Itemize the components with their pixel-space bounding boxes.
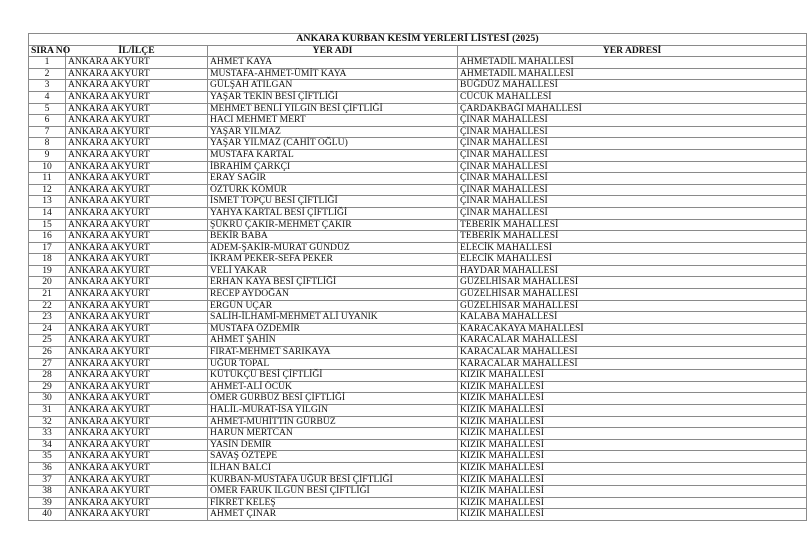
address-cell: KIZIK MAHALLESİ (458, 451, 807, 463)
place-name-cell: İSMET TOPÇU BESİ ÇİFTLİĞİ (208, 196, 458, 208)
place-name-cell: GÜLŞAH ATILGAN (208, 80, 458, 92)
row-number-cell: 36 (29, 462, 66, 474)
row-number-cell: 8 (29, 138, 66, 150)
table-row (29, 207, 807, 219)
place-name-cell: BEKİR BABA (208, 231, 458, 243)
province-cell: ANKARA AKYURT (66, 80, 208, 92)
address-cell: KIZIK MAHALLESİ (458, 474, 807, 486)
table-row (29, 161, 807, 173)
address-cell: KARACALAR MAHALLESİ (458, 335, 807, 347)
table-row (29, 231, 807, 243)
table-row (29, 462, 807, 474)
address-cell: KIZIK MAHALLESİ (458, 370, 807, 382)
province-cell: ANKARA AKYURT (66, 300, 208, 312)
document-title: ANKARA KURBAN KESİM YERLERİ LİSTESİ (2025) (29, 34, 807, 46)
province-cell: ANKARA AKYURT (66, 173, 208, 185)
place-name-cell: İLHAN BALCI (208, 462, 458, 474)
province-cell: ANKARA AKYURT (66, 428, 208, 440)
row-number-cell: 20 (29, 277, 66, 289)
table-row (29, 486, 807, 498)
address-cell: KALABA MAHALLESİ (458, 312, 807, 324)
address-cell: GÜZELHİSAR MAHALLESİ (458, 277, 807, 289)
table-row (29, 451, 807, 463)
row-number-cell: 6 (29, 115, 66, 127)
address-cell: KIZIK MAHALLESİ (458, 486, 807, 498)
row-number-cell: 38 (29, 486, 66, 498)
row-number-cell: 34 (29, 439, 66, 451)
row-number-cell: 29 (29, 381, 66, 393)
table-row (29, 103, 807, 115)
address-cell: ELECİK MAHALLESİ (458, 254, 807, 266)
place-name-cell: HARUN MERTCAN (208, 428, 458, 440)
address-cell: AHMETADİL MAHALLESİ (458, 57, 807, 69)
slaughter-locations-table (28, 33, 807, 521)
table-row (29, 115, 807, 127)
row-number-cell: 39 (29, 497, 66, 509)
row-number-cell: 5 (29, 103, 66, 115)
place-name-cell: YAHYA KARTAL BESİ ÇİFTLİĞİ (208, 207, 458, 219)
province-cell: ANKARA AKYURT (66, 103, 208, 115)
province-cell: ANKARA AKYURT (66, 347, 208, 359)
place-name-cell: ERHAN KAYA BESİ ÇİFTLİĞİ (208, 277, 458, 289)
address-cell: BÜĞDÜZ MAHALLESİ (458, 80, 807, 92)
province-cell: ANKARA AKYURT (66, 451, 208, 463)
table-row (29, 91, 807, 103)
row-number-cell: 40 (29, 509, 66, 521)
place-name-cell: AHMET ÇINAR (208, 509, 458, 521)
table-row (29, 80, 807, 92)
address-cell: CÜCÜK MAHALLESİ (458, 91, 807, 103)
address-cell: AHMETADİL MAHALLESİ (458, 68, 807, 80)
province-cell: ANKARA AKYURT (66, 312, 208, 324)
address-cell: ÇARDAKBAĞI MAHALLESİ (458, 103, 807, 115)
row-number-cell: 13 (29, 196, 66, 208)
table-row (29, 138, 807, 150)
place-name-cell: ŞÜKRÜ ÇAKIR-MEHMET ÇAKIR (208, 219, 458, 231)
province-cell: ANKARA AKYURT (66, 57, 208, 69)
place-name-cell: SALİH-İLHAMİ-MEHMET ALİ UYANIK (208, 312, 458, 324)
place-name-cell: HACI MEHMET MERT (208, 115, 458, 127)
address-cell: ÇINAR MAHALLESİ (458, 126, 807, 138)
row-number-cell: 32 (29, 416, 66, 428)
province-cell: ANKARA AKYURT (66, 68, 208, 80)
row-number-cell: 23 (29, 312, 66, 324)
province-cell: ANKARA AKYURT (66, 486, 208, 498)
table-row (29, 196, 807, 208)
province-cell: ANKARA AKYURT (66, 358, 208, 370)
table-row (29, 254, 807, 266)
place-name-cell: FIRAT-MEHMET SARIKAYA (208, 347, 458, 359)
column-header-place-name: YER ADI (208, 45, 458, 57)
province-cell: ANKARA AKYURT (66, 497, 208, 509)
place-name-cell: UĞUR TOPAL (208, 358, 458, 370)
column-header-address: YER ADRESİ (458, 45, 807, 57)
table-row (29, 323, 807, 335)
address-cell: ÇINAR MAHALLESİ (458, 149, 807, 161)
row-number-cell: 9 (29, 149, 66, 161)
province-cell: ANKARA AKYURT (66, 277, 208, 289)
address-cell: ÇINAR MAHALLESİ (458, 207, 807, 219)
province-cell: ANKARA AKYURT (66, 91, 208, 103)
province-cell: ANKARA AKYURT (66, 161, 208, 173)
province-cell: ANKARA AKYURT (66, 381, 208, 393)
table-row (29, 312, 807, 324)
place-name-cell: YAŞAR YILMAZ (CAHİT OĞLU) (208, 138, 458, 150)
place-name-cell: İKRAM PEKER-SEFA PEKER (208, 254, 458, 266)
column-header-province: İL/İLÇE (66, 45, 208, 57)
table-row (29, 439, 807, 451)
province-cell: ANKARA AKYURT (66, 149, 208, 161)
address-cell: ÇINAR MAHALLESİ (458, 161, 807, 173)
row-number-cell: 14 (29, 207, 66, 219)
table-row (29, 184, 807, 196)
address-cell: ELECİK MAHALLESİ (458, 242, 807, 254)
table-row (29, 393, 807, 405)
place-name-cell: MEHMET BENLİ YILGIN BESİ ÇİFTLİĞİ (208, 103, 458, 115)
table-row (29, 347, 807, 359)
province-cell: ANKARA AKYURT (66, 405, 208, 417)
address-cell: HAYDAR MAHALLESİ (458, 265, 807, 277)
place-name-cell: AHMET KAYA (208, 57, 458, 69)
place-name-cell: HALİL-MURAT-İSA YILGIN (208, 405, 458, 417)
place-name-cell: KÜTÜKÇÜ BESİ ÇİFTLİĞİ (208, 370, 458, 382)
province-cell: ANKARA AKYURT (66, 126, 208, 138)
row-number-cell: 11 (29, 173, 66, 185)
place-name-cell: RECEP AYDOĞAN (208, 289, 458, 301)
row-number-cell: 37 (29, 474, 66, 486)
row-number-cell: 30 (29, 393, 66, 405)
address-cell: ÇINAR MAHALLESİ (458, 196, 807, 208)
place-name-cell: ERAY SAĞIR (208, 173, 458, 185)
table-row (29, 358, 807, 370)
row-number-cell: 2 (29, 68, 66, 80)
place-name-cell: AHMET ŞAHİN (208, 335, 458, 347)
place-name-cell: MUSTAFA ÖZDEMİR (208, 323, 458, 335)
place-name-cell: ERGÜN UÇAR (208, 300, 458, 312)
province-cell: ANKARA AKYURT (66, 196, 208, 208)
address-cell: KIZIK MAHALLESİ (458, 497, 807, 509)
row-number-cell: 15 (29, 219, 66, 231)
address-cell: KIZIK MAHALLESİ (458, 416, 807, 428)
row-number-cell: 31 (29, 405, 66, 417)
table-row (29, 509, 807, 521)
row-number-cell: 25 (29, 335, 66, 347)
address-cell: KIZIK MAHALLESİ (458, 462, 807, 474)
address-cell: GÜZELHİSAR MAHALLESİ (458, 300, 807, 312)
table-row (29, 335, 807, 347)
header-row (29, 45, 807, 57)
table-row (29, 497, 807, 509)
table-row (29, 68, 807, 80)
address-cell: KIZIK MAHALLESİ (458, 509, 807, 521)
address-cell: KARACALAR MAHALLESİ (458, 358, 807, 370)
place-name-cell: ÖMER GÜRBÜZ BESİ ÇİFTLİĞİ (208, 393, 458, 405)
province-cell: ANKARA AKYURT (66, 509, 208, 521)
place-name-cell: AHMET-MUHİTTİN GÜRBÜZ (208, 416, 458, 428)
table-row (29, 370, 807, 382)
place-name-cell: AHMET-ALİ ÖCÜK (208, 381, 458, 393)
address-cell: ÇINAR MAHALLESİ (458, 138, 807, 150)
row-number-cell: 4 (29, 91, 66, 103)
place-name-cell: ÖZTÜRK KÖMÜR (208, 184, 458, 196)
province-cell: ANKARA AKYURT (66, 462, 208, 474)
place-name-cell: VELİ YAKAR (208, 265, 458, 277)
row-number-cell: 18 (29, 254, 66, 266)
address-cell: KARACALAR MAHALLESİ (458, 347, 807, 359)
address-cell: TEBERİK MAHALLESİ (458, 231, 807, 243)
row-number-cell: 21 (29, 289, 66, 301)
address-cell: KIZIK MAHALLESİ (458, 393, 807, 405)
province-cell: ANKARA AKYURT (66, 416, 208, 428)
table-row (29, 428, 807, 440)
table-row (29, 416, 807, 428)
row-number-cell: 33 (29, 428, 66, 440)
table-row (29, 474, 807, 486)
province-cell: ANKARA AKYURT (66, 265, 208, 277)
row-number-cell: 19 (29, 265, 66, 277)
table-row (29, 300, 807, 312)
province-cell: ANKARA AKYURT (66, 393, 208, 405)
address-cell: KIZIK MAHALLESİ (458, 439, 807, 451)
row-number-cell: 16 (29, 231, 66, 243)
table-row (29, 219, 807, 231)
row-number-cell: 17 (29, 242, 66, 254)
row-number-cell: 24 (29, 323, 66, 335)
table-row (29, 405, 807, 417)
table-row (29, 57, 807, 69)
province-cell: ANKARA AKYURT (66, 370, 208, 382)
row-number-cell: 12 (29, 184, 66, 196)
province-cell: ANKARA AKYURT (66, 439, 208, 451)
province-cell: ANKARA AKYURT (66, 219, 208, 231)
row-number-cell: 35 (29, 451, 66, 463)
table-row (29, 277, 807, 289)
place-name-cell: YAŞAR TEKİN BESİ ÇİFTLİĞİ (208, 91, 458, 103)
place-name-cell: MUSTAFA KARTAL (208, 149, 458, 161)
place-name-cell: ADEM-ŞAKİR-MURAT GÜNDÜZ (208, 242, 458, 254)
column-header-no: SIRA NO (29, 45, 66, 57)
row-number-cell: 28 (29, 370, 66, 382)
address-cell: TEBERİK MAHALLESİ (458, 219, 807, 231)
place-name-cell: ÖMER FARUK ILGÜN BESİ ÇİFTLİĞİ (208, 486, 458, 498)
place-name-cell: SAVAŞ ÖZTEPE (208, 451, 458, 463)
address-cell: KARACAKAYA MAHALLESİ (458, 323, 807, 335)
place-name-cell: YAŞAR YILMAZ (208, 126, 458, 138)
row-number-cell: 7 (29, 126, 66, 138)
address-cell: GÜZELHİSAR MAHALLESİ (458, 289, 807, 301)
table-row (29, 289, 807, 301)
place-name-cell: FİKRET KELEŞ (208, 497, 458, 509)
address-cell: ÇINAR MAHALLESİ (458, 184, 807, 196)
province-cell: ANKARA AKYURT (66, 115, 208, 127)
row-number-cell: 3 (29, 80, 66, 92)
address-cell: KIZIK MAHALLESİ (458, 405, 807, 417)
province-cell: ANKARA AKYURT (66, 474, 208, 486)
table-row (29, 242, 807, 254)
place-name-cell: İBRAHİM ÇARKÇI (208, 161, 458, 173)
row-number-cell: 1 (29, 57, 66, 69)
address-cell: ÇINAR MAHALLESİ (458, 115, 807, 127)
province-cell: ANKARA AKYURT (66, 138, 208, 150)
province-cell: ANKARA AKYURT (66, 289, 208, 301)
row-number-cell: 26 (29, 347, 66, 359)
title-row (29, 34, 807, 46)
table-row (29, 381, 807, 393)
row-number-cell: 22 (29, 300, 66, 312)
table-row (29, 126, 807, 138)
province-cell: ANKARA AKYURT (66, 242, 208, 254)
row-number-cell: 27 (29, 358, 66, 370)
province-cell: ANKARA AKYURT (66, 231, 208, 243)
address-cell: ÇINAR MAHALLESİ (458, 173, 807, 185)
table-row (29, 265, 807, 277)
table-row (29, 149, 807, 161)
place-name-cell: MUSTAFA-AHMET-ÜMİT KAYA (208, 68, 458, 80)
table-row (29, 173, 807, 185)
province-cell: ANKARA AKYURT (66, 184, 208, 196)
row-number-cell: 10 (29, 161, 66, 173)
province-cell: ANKARA AKYURT (66, 254, 208, 266)
province-cell: ANKARA AKYURT (66, 335, 208, 347)
province-cell: ANKARA AKYURT (66, 207, 208, 219)
place-name-cell: YASİN DEMİR (208, 439, 458, 451)
province-cell: ANKARA AKYURT (66, 323, 208, 335)
address-cell: KIZIK MAHALLESİ (458, 428, 807, 440)
place-name-cell: KURBAN-MUSTAFA UĞUR BESİ ÇİFTLİĞİ (208, 474, 458, 486)
address-cell: KIZIK MAHALLESİ (458, 381, 807, 393)
